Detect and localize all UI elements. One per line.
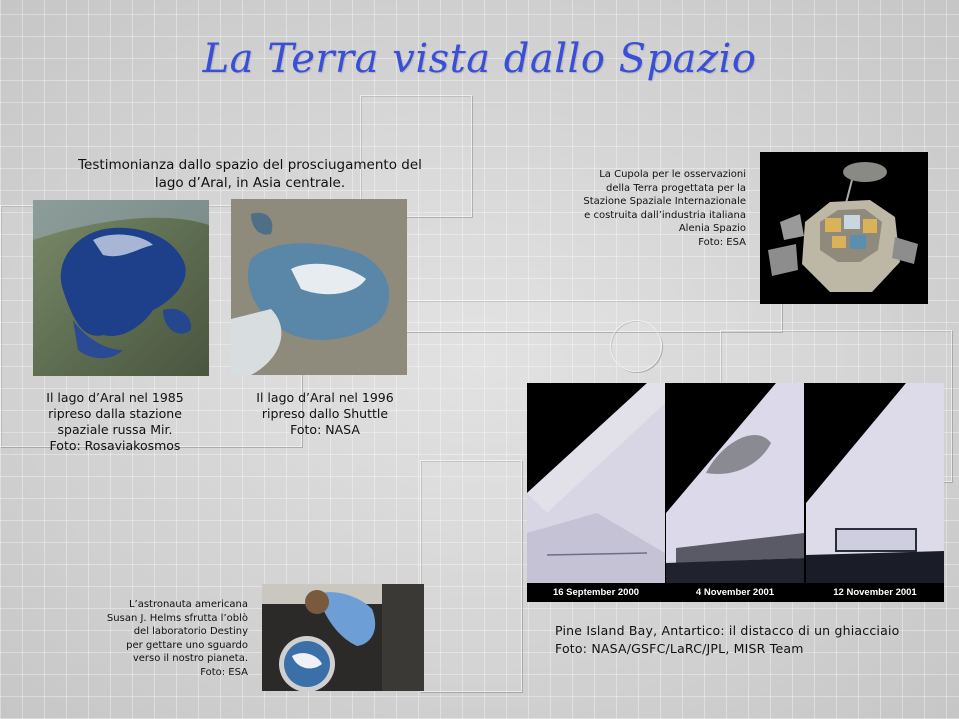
cupola-image [760, 152, 928, 304]
pine-island-date-2: 4 November 2001 [666, 584, 804, 602]
astronaut-image [262, 584, 424, 691]
cupola-photo [760, 152, 928, 304]
astronaut-caption-line1: L’astronauta americana [128, 599, 248, 610]
aral-1985-caption-line3: spaziale russa Mir. [57, 422, 173, 437]
background-panel-bottom [420, 460, 522, 692]
pine-island-date-1: 16 September 2000 [527, 584, 665, 602]
cupola-caption-line4: e costruita dall’industria italiana [584, 209, 746, 221]
astronaut-caption-line2: Susan J. Helms sfrutta l’oblò [106, 612, 248, 624]
astronaut-caption-line3: del laboratorio Destiny [133, 626, 248, 637]
cupola-caption-line1: La Cupola per le osservazioni [599, 169, 746, 180]
pine-island-image-1 [527, 383, 665, 602]
pine-island-image-3 [806, 383, 944, 602]
astronaut-caption-line6: Foto: ESA [200, 666, 248, 678]
pine-island-panel-3 [806, 383, 944, 602]
pine-island-panel-1 [527, 383, 665, 602]
pine-island-date-3: 12 November 2001 [806, 584, 944, 602]
pine-island-caption-line2: Foto: NASA/GSFC/LaRC/JPL, MISR Team [555, 641, 804, 656]
aral-heading [40, 156, 460, 192]
pine-island-panel-2 [666, 383, 804, 602]
astronaut-caption [40, 598, 248, 679]
cupola-caption [540, 168, 746, 249]
aral-1996-caption-line1: Il lago d’Aral nel 1996 [256, 390, 394, 405]
aral-1985-caption-line1: Il lago d’Aral nel 1985 [46, 390, 184, 405]
page-title: La Terra vista dallo Spazio [202, 36, 757, 82]
pine-island-image-2 [666, 383, 804, 602]
aral-1996-caption-line3: Foto: NASA [290, 422, 360, 437]
aral-1985-caption-line4: Foto: Rosaviakosmos [49, 438, 181, 453]
aral-1996-caption [225, 390, 425, 438]
pine-island-caption [555, 622, 955, 658]
cupola-caption-line2: della Terra progettata per la [605, 182, 746, 194]
background-module [610, 320, 662, 372]
aral-1985-image [33, 200, 209, 376]
aral-1996-caption-line2: ripreso dallo Shuttle [261, 406, 389, 421]
aral-1985-photo [33, 200, 209, 376]
cupola-caption-line5: Alenia Spazio [678, 223, 746, 234]
astronaut-caption-line4: per gettare uno sguardo [126, 639, 248, 651]
aral-1996-image [231, 199, 407, 375]
cupola-caption-line6: Foto: ESA [698, 236, 746, 248]
aral-1985-caption-line2: ripreso dalla stazione [48, 406, 182, 421]
cupola-caption-line3: Stazione Spaziale Internazionale [583, 196, 746, 207]
astronaut-caption-line5: verso il nostro pianeta. [132, 653, 248, 664]
pine-island-photo-strip [527, 383, 944, 602]
aral-1996-photo [231, 199, 407, 375]
aral-heading-line1: Testimonianza dallo spazio del prosciugamento del [78, 157, 422, 173]
aral-heading-line2: lago d’Aral, in Asia centrale. [154, 175, 346, 191]
aral-1985-caption [20, 390, 210, 454]
pine-island-caption-line1: Pine Island Bay, Antartico: il distacco di un ghiacciaio [555, 623, 900, 638]
astronaut-photo [262, 584, 424, 691]
